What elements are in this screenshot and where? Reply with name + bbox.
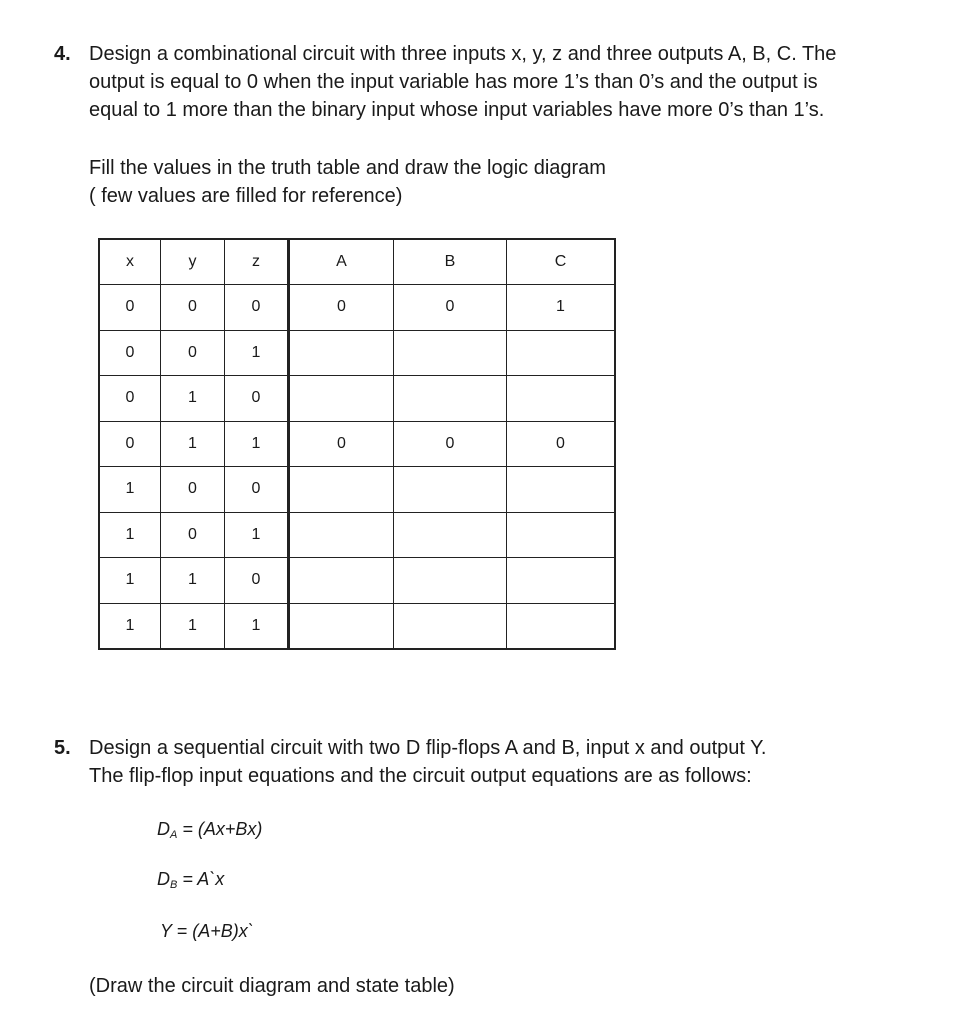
cell-c[interactable]: 1 xyxy=(507,285,616,331)
cell-z: 0 xyxy=(225,376,289,422)
cell-b[interactable] xyxy=(394,512,507,558)
cell-b[interactable]: 0 xyxy=(394,285,507,331)
header-a: A xyxy=(289,239,394,285)
question-5-final-instruction: (Draw the circuit diagram and state table) xyxy=(89,975,455,997)
question-5-text xyxy=(89,734,766,790)
truth-table-header-row xyxy=(99,239,615,285)
cell-b[interactable] xyxy=(394,467,507,513)
cell-y: 1 xyxy=(161,558,225,604)
question-5-number: 5. xyxy=(54,737,71,759)
table-row xyxy=(99,285,615,331)
cell-c[interactable] xyxy=(507,467,616,513)
question-4-instructions xyxy=(89,154,606,210)
question-4-line: output is equal to 0 when the input variable has more 1’s than 0’s and the output is xyxy=(89,71,818,93)
header-y: y xyxy=(161,239,225,285)
header-b: B xyxy=(394,239,507,285)
cell-z: 1 xyxy=(225,603,289,649)
cell-x: 1 xyxy=(99,603,161,649)
cell-a[interactable] xyxy=(289,512,394,558)
cell-a[interactable]: 0 xyxy=(289,285,394,331)
table-row xyxy=(99,558,615,604)
instruction-line: Fill the values in the truth table and draw the logic diagram xyxy=(89,157,606,179)
equation-da-rhs: = (Ax+Bx) xyxy=(177,819,263,839)
table-row xyxy=(99,512,615,558)
cell-z: 1 xyxy=(225,330,289,376)
cell-x: 0 xyxy=(99,376,161,422)
equation-da xyxy=(157,819,262,841)
cell-a[interactable] xyxy=(289,376,394,422)
header-c: C xyxy=(507,239,616,285)
cell-z: 1 xyxy=(225,512,289,558)
table-row xyxy=(99,603,615,649)
equation-db-rhs: = A`x xyxy=(177,869,225,889)
cell-z: 1 xyxy=(225,421,289,467)
cell-x: 0 xyxy=(99,330,161,376)
cell-c[interactable] xyxy=(507,558,616,604)
equation-da-subscript: A xyxy=(170,829,178,841)
cell-y: 0 xyxy=(161,285,225,331)
cell-a[interactable]: 0 xyxy=(289,421,394,467)
cell-z: 0 xyxy=(225,558,289,604)
cell-c[interactable] xyxy=(507,512,616,558)
cell-c[interactable] xyxy=(507,376,616,422)
cell-c[interactable] xyxy=(507,603,616,649)
table-row xyxy=(99,376,615,422)
equation-db-subscript: B xyxy=(170,879,178,891)
cell-y: 0 xyxy=(161,467,225,513)
equation-da-var: D xyxy=(157,819,170,839)
cell-x: 0 xyxy=(99,285,161,331)
question-5-line: Design a sequential circuit with two D flip-flops A and B, input x and output Y. xyxy=(89,737,767,759)
cell-b[interactable] xyxy=(394,558,507,604)
cell-x: 0 xyxy=(99,421,161,467)
table-row xyxy=(99,467,615,513)
cell-c[interactable]: 0 xyxy=(507,421,616,467)
cell-b[interactable] xyxy=(394,603,507,649)
equation-y: Y = (A+B)x` xyxy=(160,921,254,941)
cell-b[interactable] xyxy=(394,376,507,422)
cell-y: 1 xyxy=(161,421,225,467)
truth-table xyxy=(98,238,616,650)
cell-y: 0 xyxy=(161,512,225,558)
cell-b[interactable] xyxy=(394,330,507,376)
equation-db xyxy=(157,869,224,891)
instruction-line: ( few values are filled for reference) xyxy=(89,185,403,207)
cell-a[interactable] xyxy=(289,603,394,649)
header-z: z xyxy=(225,239,289,285)
equation-db-var: D xyxy=(157,869,170,889)
cell-y: 1 xyxy=(161,603,225,649)
question-4-text xyxy=(89,40,836,124)
question-4-line: equal to 1 more than the binary input whose input variables have more 0’s than 1’s. xyxy=(89,99,825,121)
question-4-line: Design a combinational circuit with three inputs x, y, z and three outputs A, B, C. The xyxy=(89,43,837,65)
table-row xyxy=(99,330,615,376)
cell-a[interactable] xyxy=(289,558,394,604)
cell-x: 1 xyxy=(99,467,161,513)
cell-x: 1 xyxy=(99,512,161,558)
cell-z: 0 xyxy=(225,285,289,331)
cell-y: 1 xyxy=(161,376,225,422)
cell-a[interactable] xyxy=(289,330,394,376)
table-row xyxy=(99,421,615,467)
cell-b[interactable]: 0 xyxy=(394,421,507,467)
cell-y: 0 xyxy=(161,330,225,376)
header-x: x xyxy=(99,239,161,285)
question-4-number: 4. xyxy=(54,43,71,65)
cell-a[interactable] xyxy=(289,467,394,513)
cell-x: 1 xyxy=(99,558,161,604)
question-5-line: The flip-flop input equations and the circuit output equations are as follows: xyxy=(89,765,752,787)
cell-c[interactable] xyxy=(507,330,616,376)
cell-z: 0 xyxy=(225,467,289,513)
